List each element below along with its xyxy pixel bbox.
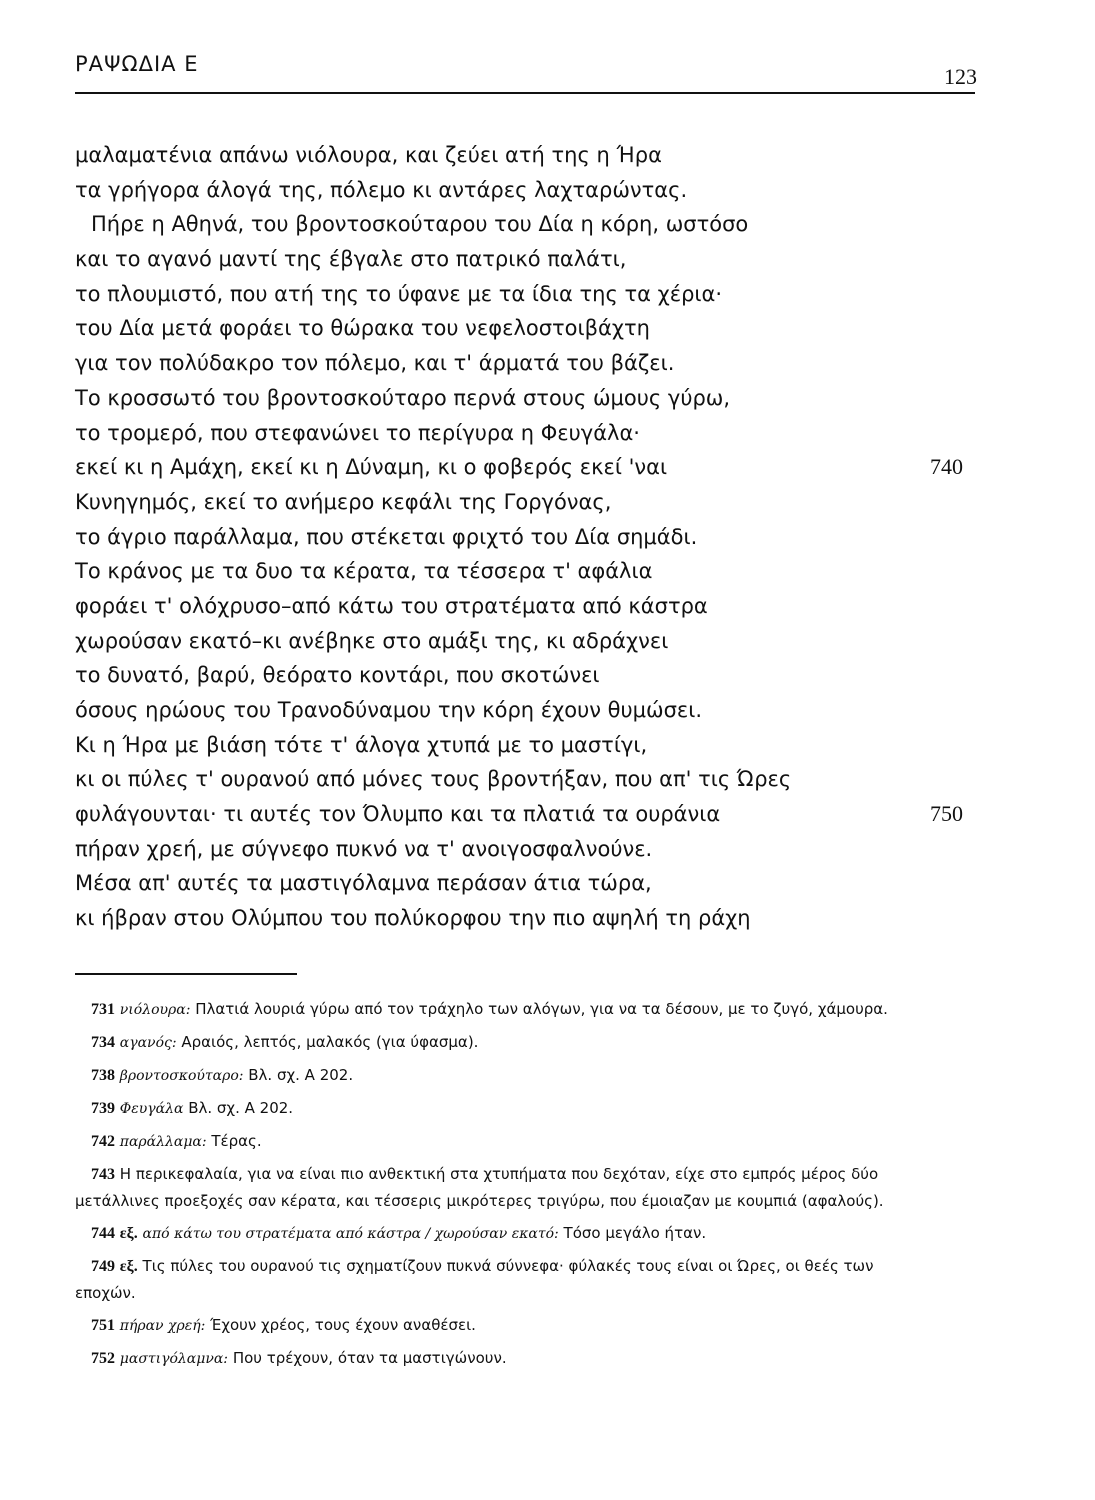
footnote-line-ref: 751 xyxy=(91,1317,115,1334)
verse-text: Το κροσσωτό του βροντοσκούταρο περνά στους ώμους γύρω, xyxy=(75,385,731,410)
verse-line xyxy=(75,381,985,416)
verse-line xyxy=(75,450,985,485)
header-rule xyxy=(75,92,975,94)
verse-text: το άγριο παράλλαμα, που στέκεται φριχτό του Δία σημάδι. xyxy=(75,524,698,549)
footnote-term: παράλλαμα: xyxy=(119,1134,207,1150)
footnote-term: αγανός: xyxy=(119,1035,177,1051)
footnote xyxy=(75,1029,905,1056)
footnote xyxy=(75,1161,905,1214)
verse-line xyxy=(75,207,985,242)
footnote xyxy=(75,1312,905,1339)
verse-line xyxy=(75,797,985,832)
verse-text: πήραν χρεή, με σύγνεφο πυκνό να τ' ανοιγοσφαλνούνε. xyxy=(75,836,653,861)
footnote xyxy=(75,1253,905,1306)
footnote-line-ref: 742 xyxy=(91,1133,115,1150)
verse-line xyxy=(75,589,985,624)
footnote-line-ref: 731 xyxy=(91,1001,115,1018)
verse-text: τα γρήγορα άλογά της, πόλεμο κι αντάρες λαχταρώντας. xyxy=(75,177,688,202)
verse-text: το πλουμιστό, που ατή της το ύφανε με τα ίδια της τα χέρια· xyxy=(75,281,723,306)
footnote-text: Που τρέχουν, όταν τα μαστιγώνουν. xyxy=(232,1349,507,1367)
footnote xyxy=(75,1128,905,1155)
verse-line xyxy=(75,416,985,451)
footnote-line-ref: 744 xyxy=(91,1225,115,1242)
verse-line xyxy=(75,311,985,346)
verse-line xyxy=(75,658,985,693)
running-title: ΡΑΨΩΔΙΑ Ε xyxy=(75,52,199,76)
footnote-ex-marker: εξ. xyxy=(119,1225,138,1242)
verse-line xyxy=(75,138,985,173)
footnote-text: Βλ. σχ. Α 202. xyxy=(188,1099,294,1117)
footnote-term: μαστιγόλαμνα: xyxy=(119,1351,229,1367)
verse-text: Κυνηγημός, εκεί το ανήμερο κεφάλι της Γοργόνας, xyxy=(75,489,612,514)
footnote-text: Πλατιά λουριά γύρω από τον τράχηλο των αλόγων, για να τα δέσουν, με το ζυγό, χάμουρα. xyxy=(195,1000,888,1018)
footnote-text: Τόσο μεγάλο ήταν. xyxy=(563,1224,707,1242)
page-header xyxy=(0,0,1095,100)
verse-text: Πήρε η Αθηνά, του βροντοσκούταρου του Δία η κόρη, ωστόσο xyxy=(91,212,749,237)
verse-text: το δυνατό, βαρύ, θεόρατο κοντάρι, που σκοτώνει xyxy=(75,663,600,688)
footnote-text: Έχουν χρέος, τους έχουν αναθέσει. xyxy=(210,1316,476,1334)
footnote-line-ref: 743 xyxy=(91,1166,115,1183)
footnote-term: Φευγάλα xyxy=(119,1101,184,1117)
footnote-line-ref: 739 xyxy=(91,1100,115,1117)
verse-text: του Δία μετά φοράει το θώρακα του νεφελοστοιβάχτη xyxy=(75,316,650,341)
footnote-line-ref: 752 xyxy=(91,1350,115,1367)
footnote-term: πήραν χρεή: xyxy=(119,1318,206,1334)
footnote-text: Η περικεφαλαία, για να είναι πιο ανθεκτική στα χτυπήματα που δεχόταν, είχε στο εμπρός μέρος δύο μετάλλινες προεξοχές σαν κέρατα, και τέσσερις μικρότερες τριγύρω, που έμοιαζαν με κουμπιά (αφαλούς). xyxy=(75,1165,884,1210)
verse-text: φυλάγουνται· τι αυτές τον Όλυμπο και τα πλατιά τα ουράνια xyxy=(75,802,721,827)
verse-line xyxy=(75,762,985,797)
verse-text: εκεί κι η Αμάχη, εκεί κι η Δύναμη, κι ο φοβερός εκεί 'ναι xyxy=(75,455,668,480)
verse-line xyxy=(75,832,985,867)
verse-text: όσους ηρώους του Τρανοδύναμου την κόρη έχουν θυμώσει. xyxy=(75,698,703,722)
verse-text: κι οι πύλες τ' ουρανού από μόνες τους βροντήξαν, που απ' τις Ώρες xyxy=(75,767,792,792)
verse-line xyxy=(75,277,985,312)
verse-text: χωρούσαν εκατό–κι ανέβηκε στο αμάξι της, κι αδράχνει xyxy=(75,628,669,653)
footnote xyxy=(75,1062,905,1089)
footnote-rule xyxy=(75,973,297,975)
verse-line xyxy=(75,554,985,589)
footnote-line-ref: 734 xyxy=(91,1034,115,1051)
page-number: 123 xyxy=(944,64,977,89)
verse-text: φοράει τ' ολόχρυσο–από κάτω του στρατέματα από κάστρα xyxy=(75,593,708,618)
verse-text: για τον πολύδακρο τον πόλεμο, και τ' άρματά του βάζει. xyxy=(75,351,675,376)
verse-block xyxy=(75,138,985,936)
footnote-text: Αραιός, λεπτός, μαλακός (για ύφασμα). xyxy=(181,1033,479,1051)
footnote-line-ref: 738 xyxy=(91,1067,115,1084)
footnote-term: νιόλουρα: xyxy=(119,1002,191,1018)
verse-text: και το αγανό μαντί της έβγαλε στο πατρικό παλάτι, xyxy=(75,247,627,272)
verse-line xyxy=(75,693,985,728)
verse-text: Κι η Ήρα με βιάση τότε τ' άλογα χτυπά με το μαστίγι, xyxy=(75,732,648,757)
verse-line xyxy=(75,242,985,277)
footnote xyxy=(75,1095,905,1122)
footnote-text: Τις πύλες του ουρανού τις σχηματίζουν πυκνά σύννεφα· φύλακές τους είναι οι Ώρες, οι θεές των εποχών. xyxy=(75,1257,874,1302)
verse-line xyxy=(75,728,985,763)
verse-line xyxy=(75,901,985,936)
verse-text: μαλαματένια απάνω νιόλουρα, και ζεύει ατή της η Ήρα xyxy=(75,143,662,167)
verse-line xyxy=(75,520,985,555)
footnote-term: από κάτω του στρατέματα από κάστρα / χωρούσαν εκατό: xyxy=(142,1226,559,1242)
verse-text: κι ήβραν στου Ολύμπου του πολύκορφου την πιο αψηλή τη ράχη xyxy=(75,906,751,931)
footnote xyxy=(75,1345,905,1372)
verse-text: Το κράνος με τα δυο τα κέρατα, τα τέσσερα τ' αφάλια xyxy=(75,559,653,584)
verse-line xyxy=(75,485,985,520)
footnote-line-ref: 749 xyxy=(91,1258,115,1275)
line-number: 750 xyxy=(930,801,963,827)
line-number: 740 xyxy=(930,454,963,480)
verse-line xyxy=(75,624,985,659)
verse-line xyxy=(75,346,985,381)
footnote-text: Βλ. σχ. Α 202. xyxy=(248,1066,354,1084)
verse-text: Μέσα απ' αυτές τα μαστιγόλαμνα περάσαν άτια τώρα, xyxy=(75,871,652,896)
verse-line xyxy=(75,866,985,901)
verse-line xyxy=(75,173,985,208)
footnote xyxy=(75,1220,905,1247)
footnotes-block xyxy=(75,996,905,1378)
footnote-ex-marker: εξ. xyxy=(119,1258,138,1275)
footnote-term: βροντοσκούταρο: xyxy=(119,1068,244,1084)
footnote-text: Τέρας. xyxy=(211,1132,262,1150)
verse-text: το τρομερό, που στεφανώνει το περίγυρα η Φευγάλα· xyxy=(75,420,640,445)
footnote xyxy=(75,996,905,1023)
